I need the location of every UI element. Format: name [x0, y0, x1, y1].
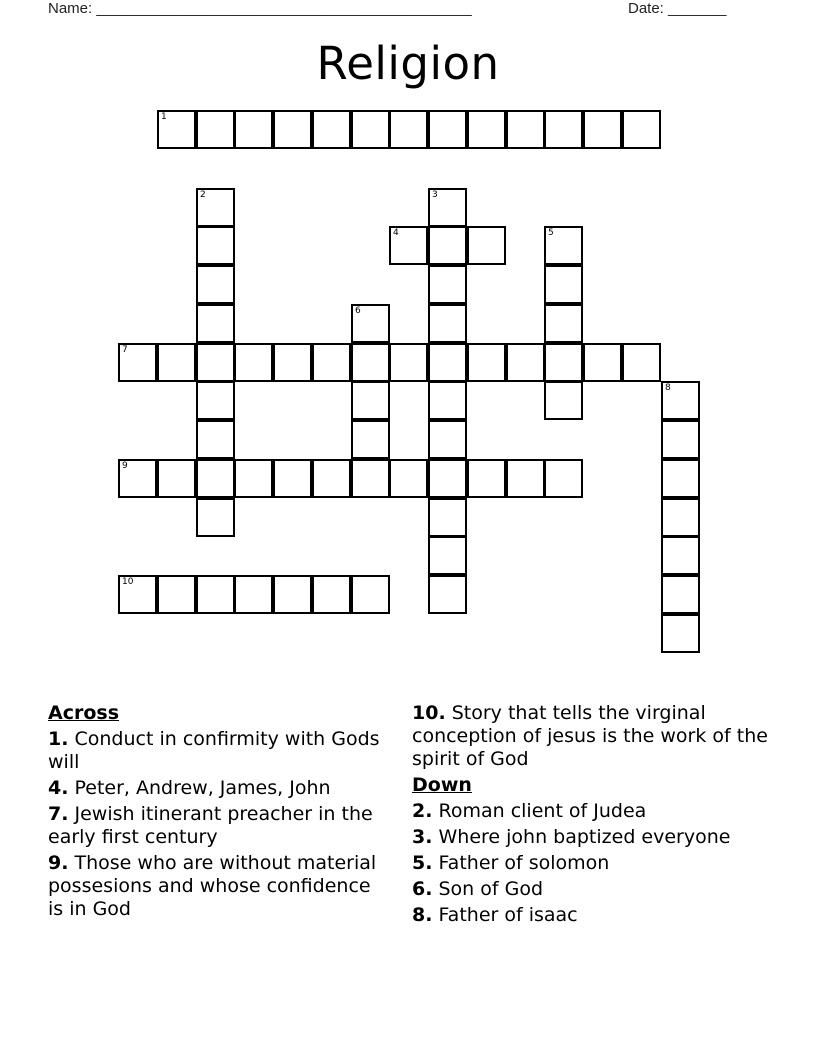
clue-number: 7.: [48, 803, 69, 825]
grid-cell[interactable]: [389, 343, 428, 382]
grid-cell[interactable]: [196, 304, 235, 343]
clue-item: [412, 702, 782, 771]
grid-cell[interactable]: [196, 226, 235, 265]
grid-cell[interactable]: [351, 575, 390, 614]
grid-cell[interactable]: [389, 110, 428, 149]
cell-number: 7: [122, 345, 128, 355]
grid-cell[interactable]: [428, 110, 467, 149]
grid-cell[interactable]: [118, 343, 157, 382]
name-field: Name: _____________________________________________: [48, 0, 472, 17]
grid-cell[interactable]: [428, 459, 467, 498]
grid-cell[interactable]: [196, 498, 235, 537]
grid-cell[interactable]: [661, 381, 700, 420]
grid-cell[interactable]: [622, 343, 661, 382]
grid-cell[interactable]: [428, 536, 467, 575]
clue-text: Father of solomon: [438, 852, 610, 874]
grid-cell[interactable]: [544, 304, 583, 343]
grid-cell[interactable]: [273, 343, 312, 382]
grid-cell[interactable]: [157, 575, 196, 614]
grid-cell[interactable]: [544, 265, 583, 304]
grid-cell[interactable]: [583, 110, 622, 149]
grid-cell[interactable]: [118, 459, 157, 498]
clue-number: 2.: [412, 800, 433, 822]
grid-cell[interactable]: [351, 110, 390, 149]
clue-item: [48, 852, 388, 921]
grid-cell[interactable]: [234, 459, 273, 498]
grid-cell[interactable]: [273, 575, 312, 614]
grid-cell[interactable]: [196, 575, 235, 614]
clue-item: [48, 728, 388, 774]
clue-text: Peter, Andrew, James, John: [74, 777, 331, 799]
grid-cell[interactable]: [351, 381, 390, 420]
grid-cell[interactable]: [661, 459, 700, 498]
clue-number: 8.: [412, 904, 433, 926]
clue-text: Story that tells the virginal conception of jesus is the work of the spirit of God: [412, 702, 768, 770]
grid-cell[interactable]: [312, 110, 351, 149]
cell-number: 6: [355, 306, 361, 316]
clue-number: 1.: [48, 728, 69, 750]
grid-cell[interactable]: [467, 110, 506, 149]
grid-cell[interactable]: [234, 110, 273, 149]
grid-cell[interactable]: [661, 536, 700, 575]
clue-text: Jewish itinerant preacher in the early first century: [48, 803, 373, 848]
grid-cell[interactable]: [428, 226, 467, 265]
puzzle-title: Religion: [316, 37, 500, 90]
grid-cell[interactable]: [196, 110, 235, 149]
grid-cell[interactable]: [196, 381, 235, 420]
cell-number: 2: [200, 190, 206, 200]
grid-cell[interactable]: [544, 343, 583, 382]
clue-item: [412, 826, 782, 849]
grid-cell[interactable]: [118, 575, 157, 614]
clue-item: [48, 803, 388, 849]
grid-cell[interactable]: [428, 381, 467, 420]
grid-cell[interactable]: [428, 265, 467, 304]
grid-cell[interactable]: [157, 459, 196, 498]
grid-cell[interactable]: [506, 459, 545, 498]
grid-cell[interactable]: [428, 188, 467, 227]
grid-cell[interactable]: [389, 459, 428, 498]
clue-text: Roman client of Judea: [438, 800, 647, 822]
grid-cell[interactable]: [467, 226, 506, 265]
clues-right-column: [412, 702, 782, 927]
clue-text: Where john baptized everyone: [438, 826, 731, 848]
date-field: Date: _______: [628, 0, 727, 17]
grid-cell[interactable]: [312, 575, 351, 614]
grid-cell[interactable]: [428, 420, 467, 459]
across-heading: Across: [48, 702, 120, 724]
cell-number: 4: [393, 228, 399, 238]
clue-number: 5.: [412, 852, 433, 874]
grid-cell[interactable]: [273, 459, 312, 498]
grid-cell[interactable]: [428, 304, 467, 343]
grid-cell[interactable]: [467, 343, 506, 382]
clue-item: [412, 800, 782, 823]
grid-cell[interactable]: [351, 304, 390, 343]
grid-cell[interactable]: [544, 226, 583, 265]
grid-cell[interactable]: [157, 110, 196, 149]
grid-cell[interactable]: [661, 498, 700, 537]
clue-number: 9.: [48, 852, 69, 874]
grid-cell[interactable]: [544, 381, 583, 420]
grid-cell[interactable]: [196, 188, 235, 227]
clue-text: Father of isaac: [438, 904, 578, 926]
clue-item: [412, 852, 782, 875]
cell-number: 3: [432, 190, 438, 200]
grid-cell[interactable]: [234, 575, 273, 614]
clue-text: Son of God: [438, 878, 544, 900]
cell-number: 8: [665, 383, 671, 393]
cell-number: 1: [161, 112, 167, 122]
grid-cell[interactable]: [661, 575, 700, 614]
grid-cell[interactable]: [351, 343, 390, 382]
grid-cell[interactable]: [428, 498, 467, 537]
clue-item: [48, 777, 388, 800]
grid-cell[interactable]: [312, 343, 351, 382]
grid-cell[interactable]: [583, 343, 622, 382]
grid-cell[interactable]: [312, 459, 351, 498]
clue-text: Those who are without material possesions and whose confidence is in God: [48, 852, 377, 920]
grid-cell[interactable]: [428, 343, 467, 382]
grid-cell[interactable]: [351, 420, 390, 459]
grid-cell[interactable]: [544, 110, 583, 149]
clue-number: 4.: [48, 777, 69, 799]
grid-cell[interactable]: [196, 265, 235, 304]
grid-cell[interactable]: [661, 420, 700, 459]
cell-number: 9: [122, 461, 128, 471]
clue-item: [412, 878, 782, 901]
clue-number: 6.: [412, 878, 433, 900]
grid-cell[interactable]: [467, 459, 506, 498]
grid-cell[interactable]: [506, 343, 545, 382]
down-heading: Down: [412, 774, 472, 796]
grid-cell[interactable]: [157, 343, 196, 382]
clues-left-column: [48, 702, 388, 921]
grid-cell[interactable]: [506, 110, 545, 149]
grid-cell[interactable]: [661, 614, 700, 653]
clue-number: 3.: [412, 826, 433, 848]
clue-number: 10.: [412, 702, 446, 724]
grid-cell[interactable]: [196, 343, 235, 382]
grid-cell[interactable]: [389, 226, 428, 265]
grid-cell[interactable]: [196, 420, 235, 459]
grid-cell[interactable]: [196, 459, 235, 498]
cell-number: 5: [548, 228, 554, 238]
grid-cell[interactable]: [273, 110, 312, 149]
clue-text: Conduct in confirmity with Gods will: [48, 728, 380, 773]
grid-cell[interactable]: [428, 575, 467, 614]
cell-number: 10: [122, 577, 134, 587]
grid-cell[interactable]: [234, 343, 273, 382]
grid-cell[interactable]: [351, 459, 390, 498]
clue-item: [412, 904, 782, 927]
grid-cell[interactable]: [622, 110, 661, 149]
grid-cell[interactable]: [544, 459, 583, 498]
